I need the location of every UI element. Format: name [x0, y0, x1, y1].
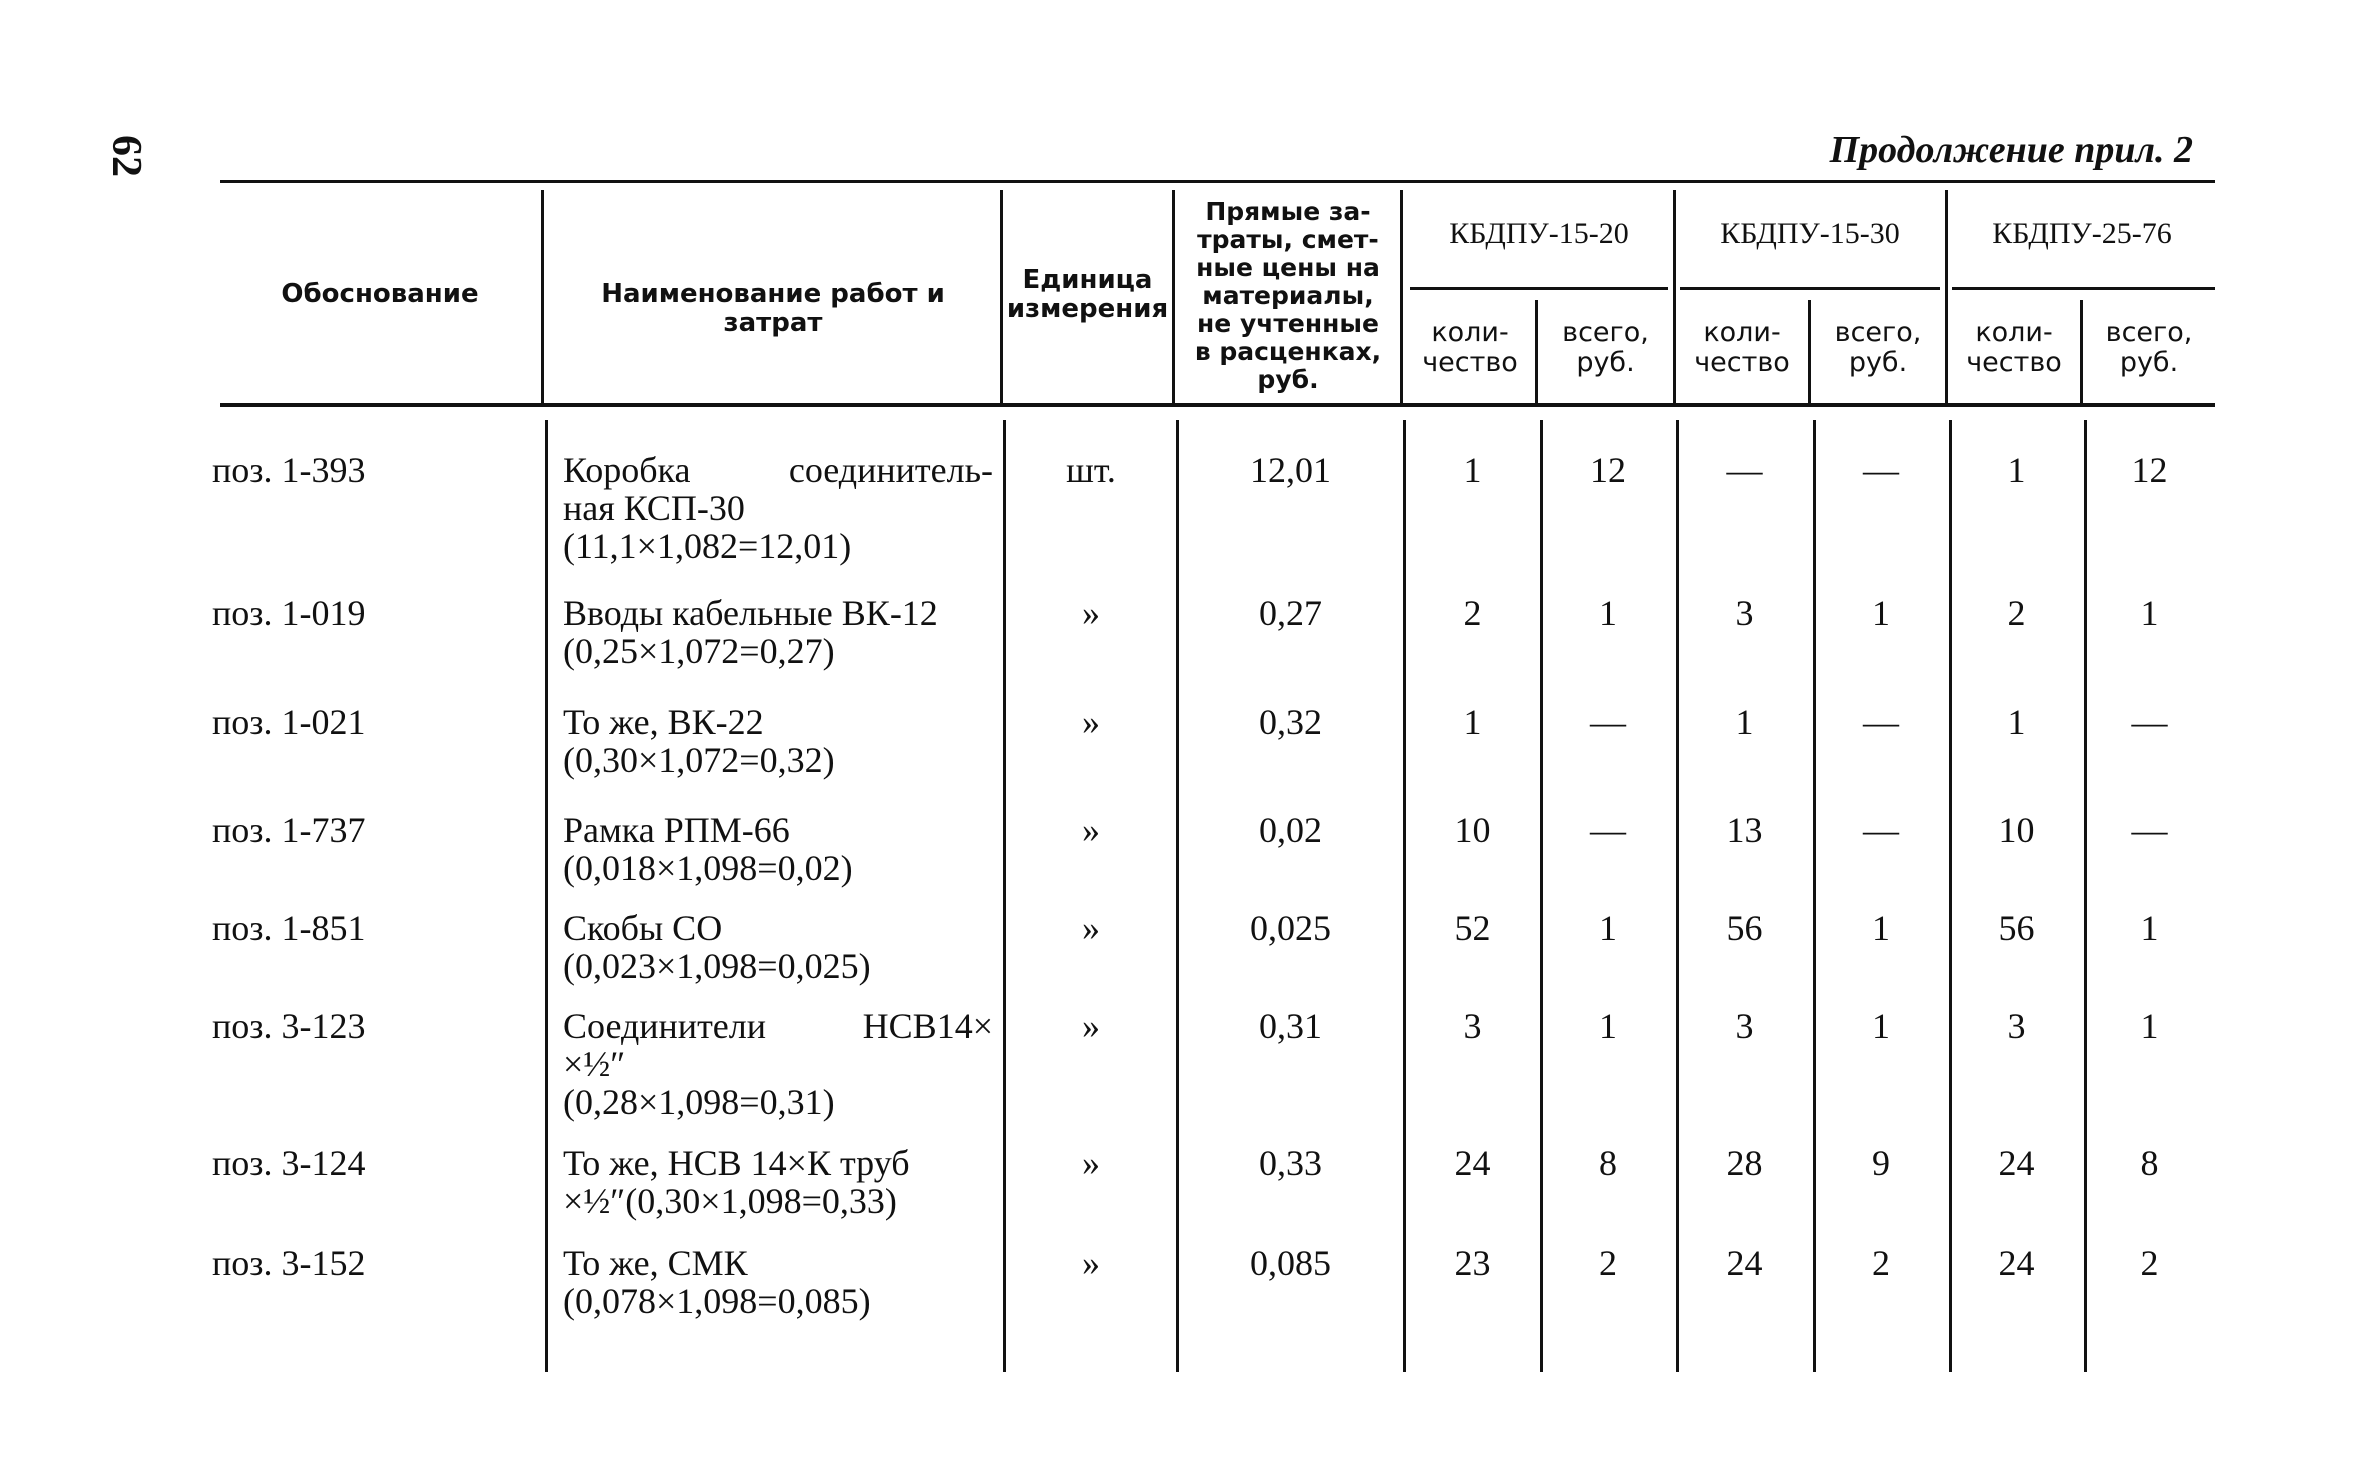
row-name-part: То же, СМК	[563, 1243, 748, 1283]
row-value: 1	[2007, 450, 2026, 490]
header-total-1: всего, руб.	[1562, 317, 1649, 379]
row-name-part: соединитель-	[788, 450, 993, 490]
row-cost: 0,025	[1250, 908, 1331, 948]
row-name-line	[563, 1245, 993, 1283]
header-qty-3: коли- чество	[1966, 317, 2062, 379]
row-value: 1	[2140, 593, 2159, 633]
header-divider	[1400, 190, 1403, 403]
row-value: 3	[1735, 1006, 1754, 1046]
row-value: —	[1590, 702, 1626, 742]
row-name-part: (0,28×1,098=0,31)	[563, 1081, 835, 1122]
row-basis: поз. 1-021	[212, 702, 366, 742]
row-value: 56	[1726, 908, 1763, 948]
row-name-part: То же, ВК-22	[563, 702, 764, 742]
row-value: —	[2131, 702, 2168, 742]
row-value: 24	[1998, 1143, 2035, 1183]
header-divider	[1172, 190, 1175, 403]
row-value: 2	[1463, 593, 1482, 633]
row-value: —	[1863, 450, 1899, 490]
row-name-line	[563, 739, 993, 780]
row-name-part: (11,1×1,082=12,01)	[563, 525, 852, 566]
row-name	[563, 452, 993, 565]
header-divider	[1000, 190, 1003, 403]
row-cost: 12,01	[1250, 450, 1331, 490]
row-value: —	[1863, 810, 1899, 850]
row-name	[563, 704, 993, 780]
row-name	[563, 595, 993, 671]
body-divider	[2084, 420, 2087, 1372]
row-name-line	[563, 847, 993, 888]
row-name-part: (0,018×1,098=0,02)	[563, 847, 853, 888]
row-value: 13	[1726, 810, 1763, 850]
row-value: 1	[1872, 908, 1890, 948]
row-name-line	[563, 1180, 993, 1221]
row-name-line	[563, 1081, 993, 1122]
row-cost: 0,32	[1259, 702, 1322, 742]
header-qty-1: коли- чество	[1422, 317, 1518, 379]
row-name-part: Коробка	[563, 450, 691, 490]
row-name	[563, 1145, 993, 1221]
group-rule-3	[1952, 287, 2215, 290]
row-name-line	[563, 1008, 993, 1046]
header-total-3: всего, руб.	[2105, 317, 2193, 379]
row-value: 1	[1872, 593, 1890, 633]
row-value: 1	[1735, 702, 1754, 742]
continuation-title: Продолжение прил. 2	[1829, 129, 2193, 171]
row-name	[563, 910, 993, 986]
row-basis: поз. 1-851	[212, 908, 366, 948]
row-value: 2	[1872, 1243, 1890, 1283]
body-divider	[1540, 420, 1543, 1372]
row-name-part: НСВ14×	[862, 1006, 993, 1046]
body-divider	[1949, 420, 1952, 1372]
header-group-3: КБДПУ-25-76	[1992, 217, 2172, 250]
row-name-line	[563, 1280, 993, 1321]
row-name-line	[563, 487, 993, 528]
row-cost: 0,085	[1250, 1243, 1331, 1283]
row-value: 1	[1599, 908, 1617, 948]
row-name-line	[563, 630, 993, 671]
row-name-line	[563, 525, 993, 566]
row-name-line	[563, 452, 993, 490]
header-bottom-rule	[220, 403, 2215, 407]
row-name-part: (0,30×1,072=0,32)	[563, 739, 835, 780]
row-value: —	[2131, 810, 2168, 850]
header-unit: Единица измерения	[1006, 265, 1169, 325]
row-name-part: Вводы кабельные ВК-12	[563, 593, 938, 633]
row-value: 1	[2140, 908, 2159, 948]
row-value: 12	[2131, 450, 2168, 490]
row-value: 1	[1463, 450, 1482, 490]
body-divider	[1176, 420, 1179, 1372]
row-value: 12	[1590, 450, 1626, 490]
row-value: 8	[1599, 1143, 1617, 1183]
row-value: 23	[1454, 1243, 1491, 1283]
row-name-part: Соединители	[563, 1006, 767, 1046]
row-value: 52	[1454, 908, 1491, 948]
row-value: 1	[2007, 702, 2026, 742]
row-name-part: (0,078×1,098=0,085)	[563, 1280, 871, 1321]
row-unit: »	[1082, 1143, 1100, 1183]
header-basis: Обоснование	[281, 279, 479, 309]
body-divider	[1676, 420, 1679, 1372]
row-value: 1	[1872, 1006, 1890, 1046]
row-name-part: (0,25×1,072=0,27)	[563, 630, 835, 671]
row-cost: 0,27	[1259, 593, 1322, 633]
row-unit: шт.	[1066, 450, 1116, 490]
page-number: 62	[103, 135, 149, 177]
row-cost: 0,33	[1259, 1143, 1322, 1183]
body-divider	[545, 420, 548, 1372]
row-unit: »	[1082, 810, 1100, 850]
row-name-line	[563, 595, 993, 633]
row-value: 10	[1454, 810, 1491, 850]
row-value: 24	[1998, 1243, 2035, 1283]
row-name-part: То же, НСВ 14×К труб	[563, 1143, 910, 1183]
row-basis: поз. 1-737	[212, 810, 366, 850]
header-total-2: всего, руб.	[1834, 317, 1922, 379]
row-value: 1	[1599, 593, 1617, 633]
row-name-line	[563, 812, 993, 850]
row-value: 1	[1463, 702, 1482, 742]
row-name-part: ×½″(0,30×1,098=0,33)	[563, 1180, 897, 1221]
row-value: 24	[1454, 1143, 1491, 1183]
row-value: 3	[2007, 1006, 2026, 1046]
row-name-part: ×½″	[563, 1043, 626, 1084]
row-name-part: Скобы СО	[563, 908, 723, 948]
header-name: Наименование работ и затрат	[601, 279, 945, 339]
header-group-1: КБДПУ-15-20	[1449, 217, 1629, 250]
top-rule	[220, 180, 2215, 183]
row-value: 10	[1998, 810, 2035, 850]
row-basis: поз. 3-124	[212, 1143, 366, 1183]
row-name-line	[563, 945, 993, 986]
row-value: 2	[2007, 593, 2026, 633]
row-value: 24	[1726, 1243, 1763, 1283]
row-basis: поз. 1-393	[212, 450, 366, 490]
body-divider	[1403, 420, 1406, 1372]
group-rule-1	[1410, 287, 1668, 290]
row-value: —	[1726, 450, 1763, 490]
row-unit: »	[1082, 1006, 1100, 1046]
row-name-part: (0,023×1,098=0,025)	[563, 945, 871, 986]
row-name-line	[563, 704, 993, 742]
body-divider	[1813, 420, 1816, 1372]
row-name	[563, 812, 993, 888]
row-cost: 0,31	[1259, 1006, 1322, 1046]
row-basis: поз. 1-019	[212, 593, 366, 633]
row-name-line	[563, 1145, 993, 1183]
row-unit: »	[1082, 908, 1100, 948]
row-name-part: ная КСП-30	[563, 487, 745, 528]
row-value: 8	[2140, 1143, 2159, 1183]
row-cost: 0,02	[1259, 810, 1322, 850]
row-name-line	[563, 910, 993, 948]
header-qty-2: коли- чество	[1694, 317, 1790, 379]
row-basis: поз. 3-152	[212, 1243, 366, 1283]
row-name-line	[563, 1043, 993, 1084]
row-name-part: Рамка РПМ-66	[563, 810, 790, 850]
row-value: —	[1863, 702, 1899, 742]
header-cost: Прямые за- траты, смет- ные цены на материалы, не учтенные в расценках, руб.	[1194, 197, 1382, 394]
group-rule-2	[1680, 287, 1940, 290]
row-name	[563, 1008, 993, 1121]
header-group-2: КБДПУ-15-30	[1720, 217, 1900, 250]
row-value: 1	[2140, 1006, 2159, 1046]
body-divider	[1003, 420, 1006, 1372]
row-value: 1	[1599, 1006, 1617, 1046]
row-value: 3	[1463, 1006, 1482, 1046]
row-value: 56	[1998, 908, 2035, 948]
row-unit: »	[1082, 593, 1100, 633]
row-value: —	[1590, 810, 1626, 850]
row-basis: поз. 3-123	[212, 1006, 366, 1046]
row-value: 9	[1872, 1143, 1890, 1183]
row-name	[563, 1245, 993, 1321]
row-unit: »	[1082, 702, 1100, 742]
row-unit: »	[1082, 1243, 1100, 1283]
row-value: 3	[1735, 593, 1754, 633]
row-value: 2	[1599, 1243, 1617, 1283]
row-value: 28	[1726, 1143, 1763, 1183]
row-value: 2	[2140, 1243, 2159, 1283]
header-divider	[541, 190, 544, 403]
